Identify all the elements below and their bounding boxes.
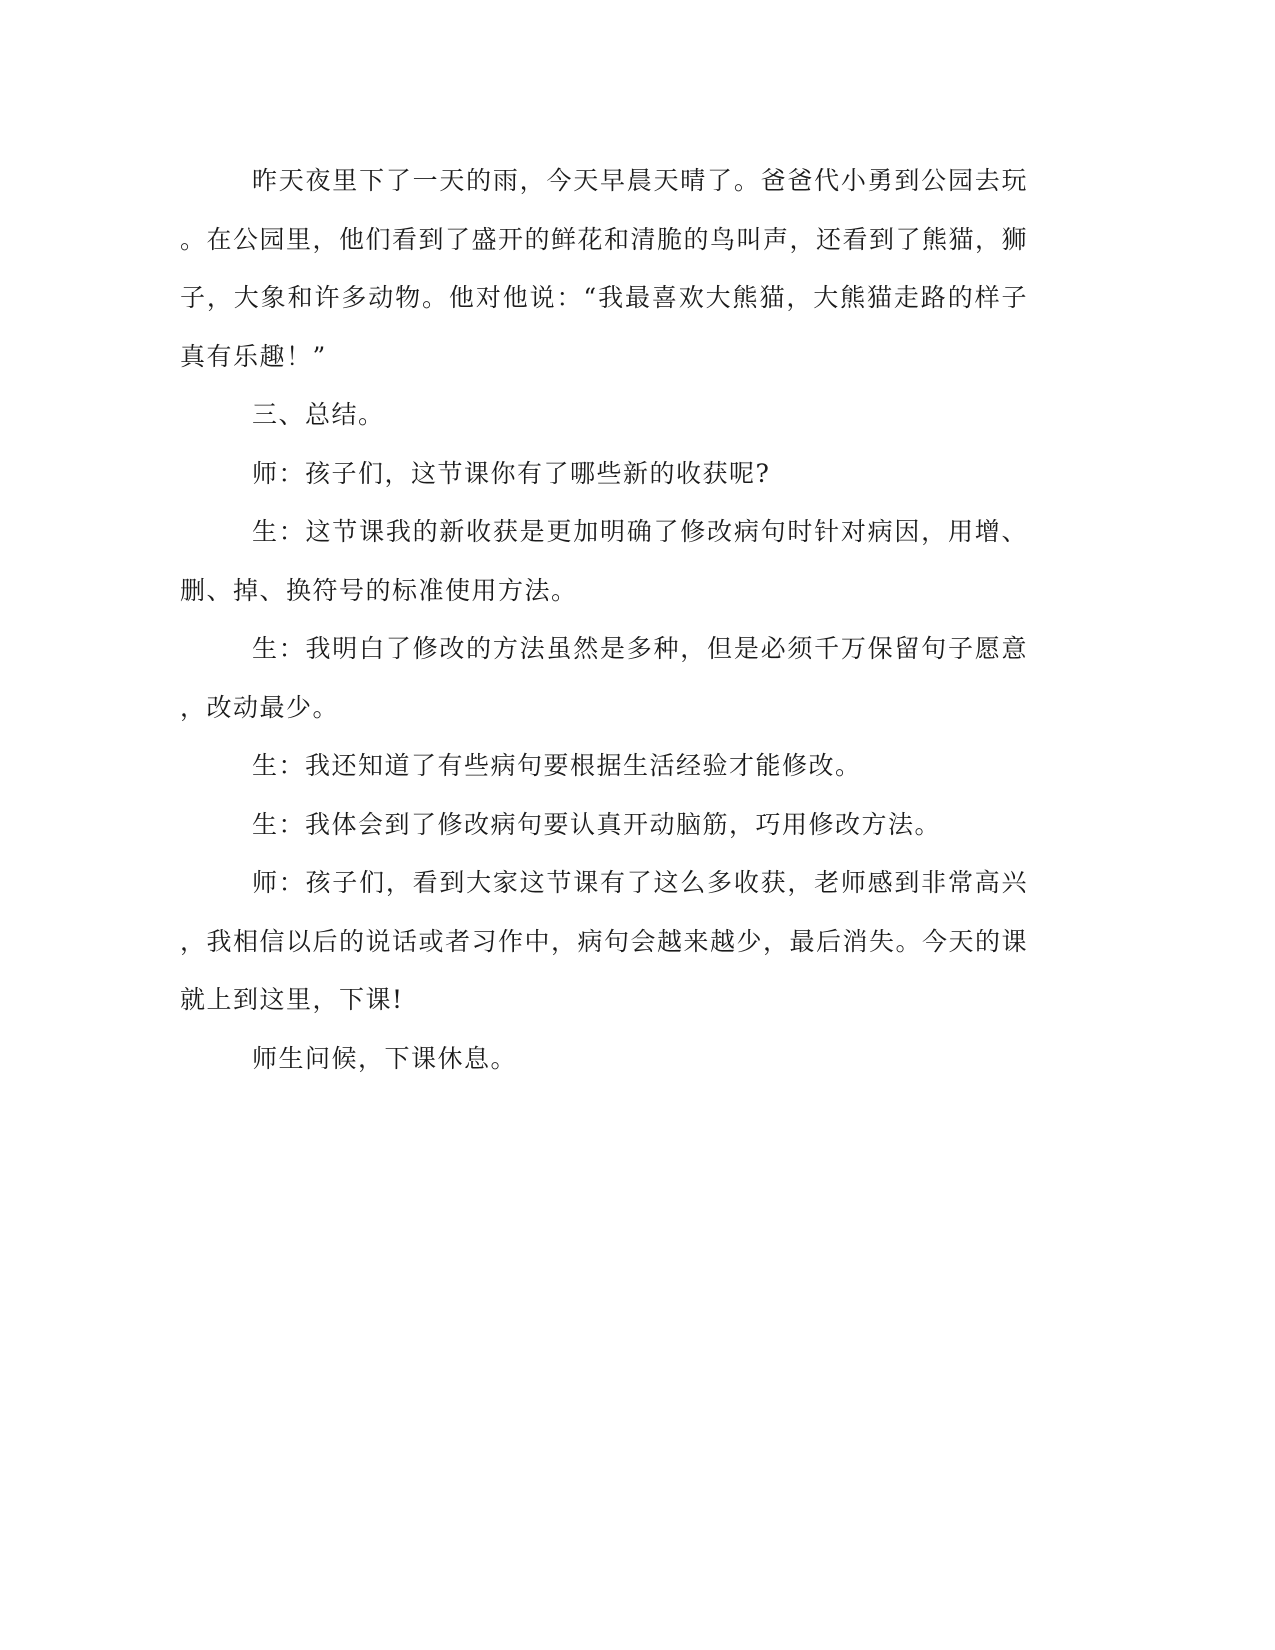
document-body bbox=[180, 152, 1028, 1088]
paragraph-student-answer-4: 生：我体会到了修改病句要认真开动脑筋，巧用修改方法。 bbox=[252, 809, 942, 839]
paragraph-teacher-closing: 师：孩子们，看到大家这节课有了这么多收获，老师感到非常高兴，我相信以后的说话或者习作中，病句会越来越少，最后消失。今天的课就上到这里，下课! bbox=[180, 868, 1029, 1014]
paragraph-teacher-question: 师：孩子们，这节课你有了哪些新的收获呢? bbox=[252, 458, 771, 488]
paragraph-student-answer-2: 生：我明白了修改的方法虽然是多种，但是必须千万保留句子愿意，改动最少。 bbox=[180, 634, 1028, 722]
paragraph-class-dismissal: 师生问候，下课休息。 bbox=[252, 1043, 518, 1073]
paragraph-student-answer-1: 生：这节课我的新收获是更加明确了修改病句时针对病因，用增、删、掉、换符号的标准使用方法。 bbox=[180, 517, 1028, 605]
paragraph-park-story: 昨天夜里下了一天的雨，今天早晨天晴了。爸爸代小勇到公园去玩。在公园里，他们看到了盛开的鲜花和清脆的鸟叫声，还看到了熊猫，狮子，大象和许多动物。他对他说：“我最喜欢大熊猫，大熊猫走路的样子真有乐趣！” bbox=[180, 166, 1029, 371]
paragraph-section-summary-heading: 三、总结。 bbox=[252, 400, 385, 429]
paragraph-student-answer-3: 生：我还知道了有些病句要根据生活经验才能修改。 bbox=[252, 751, 862, 780]
